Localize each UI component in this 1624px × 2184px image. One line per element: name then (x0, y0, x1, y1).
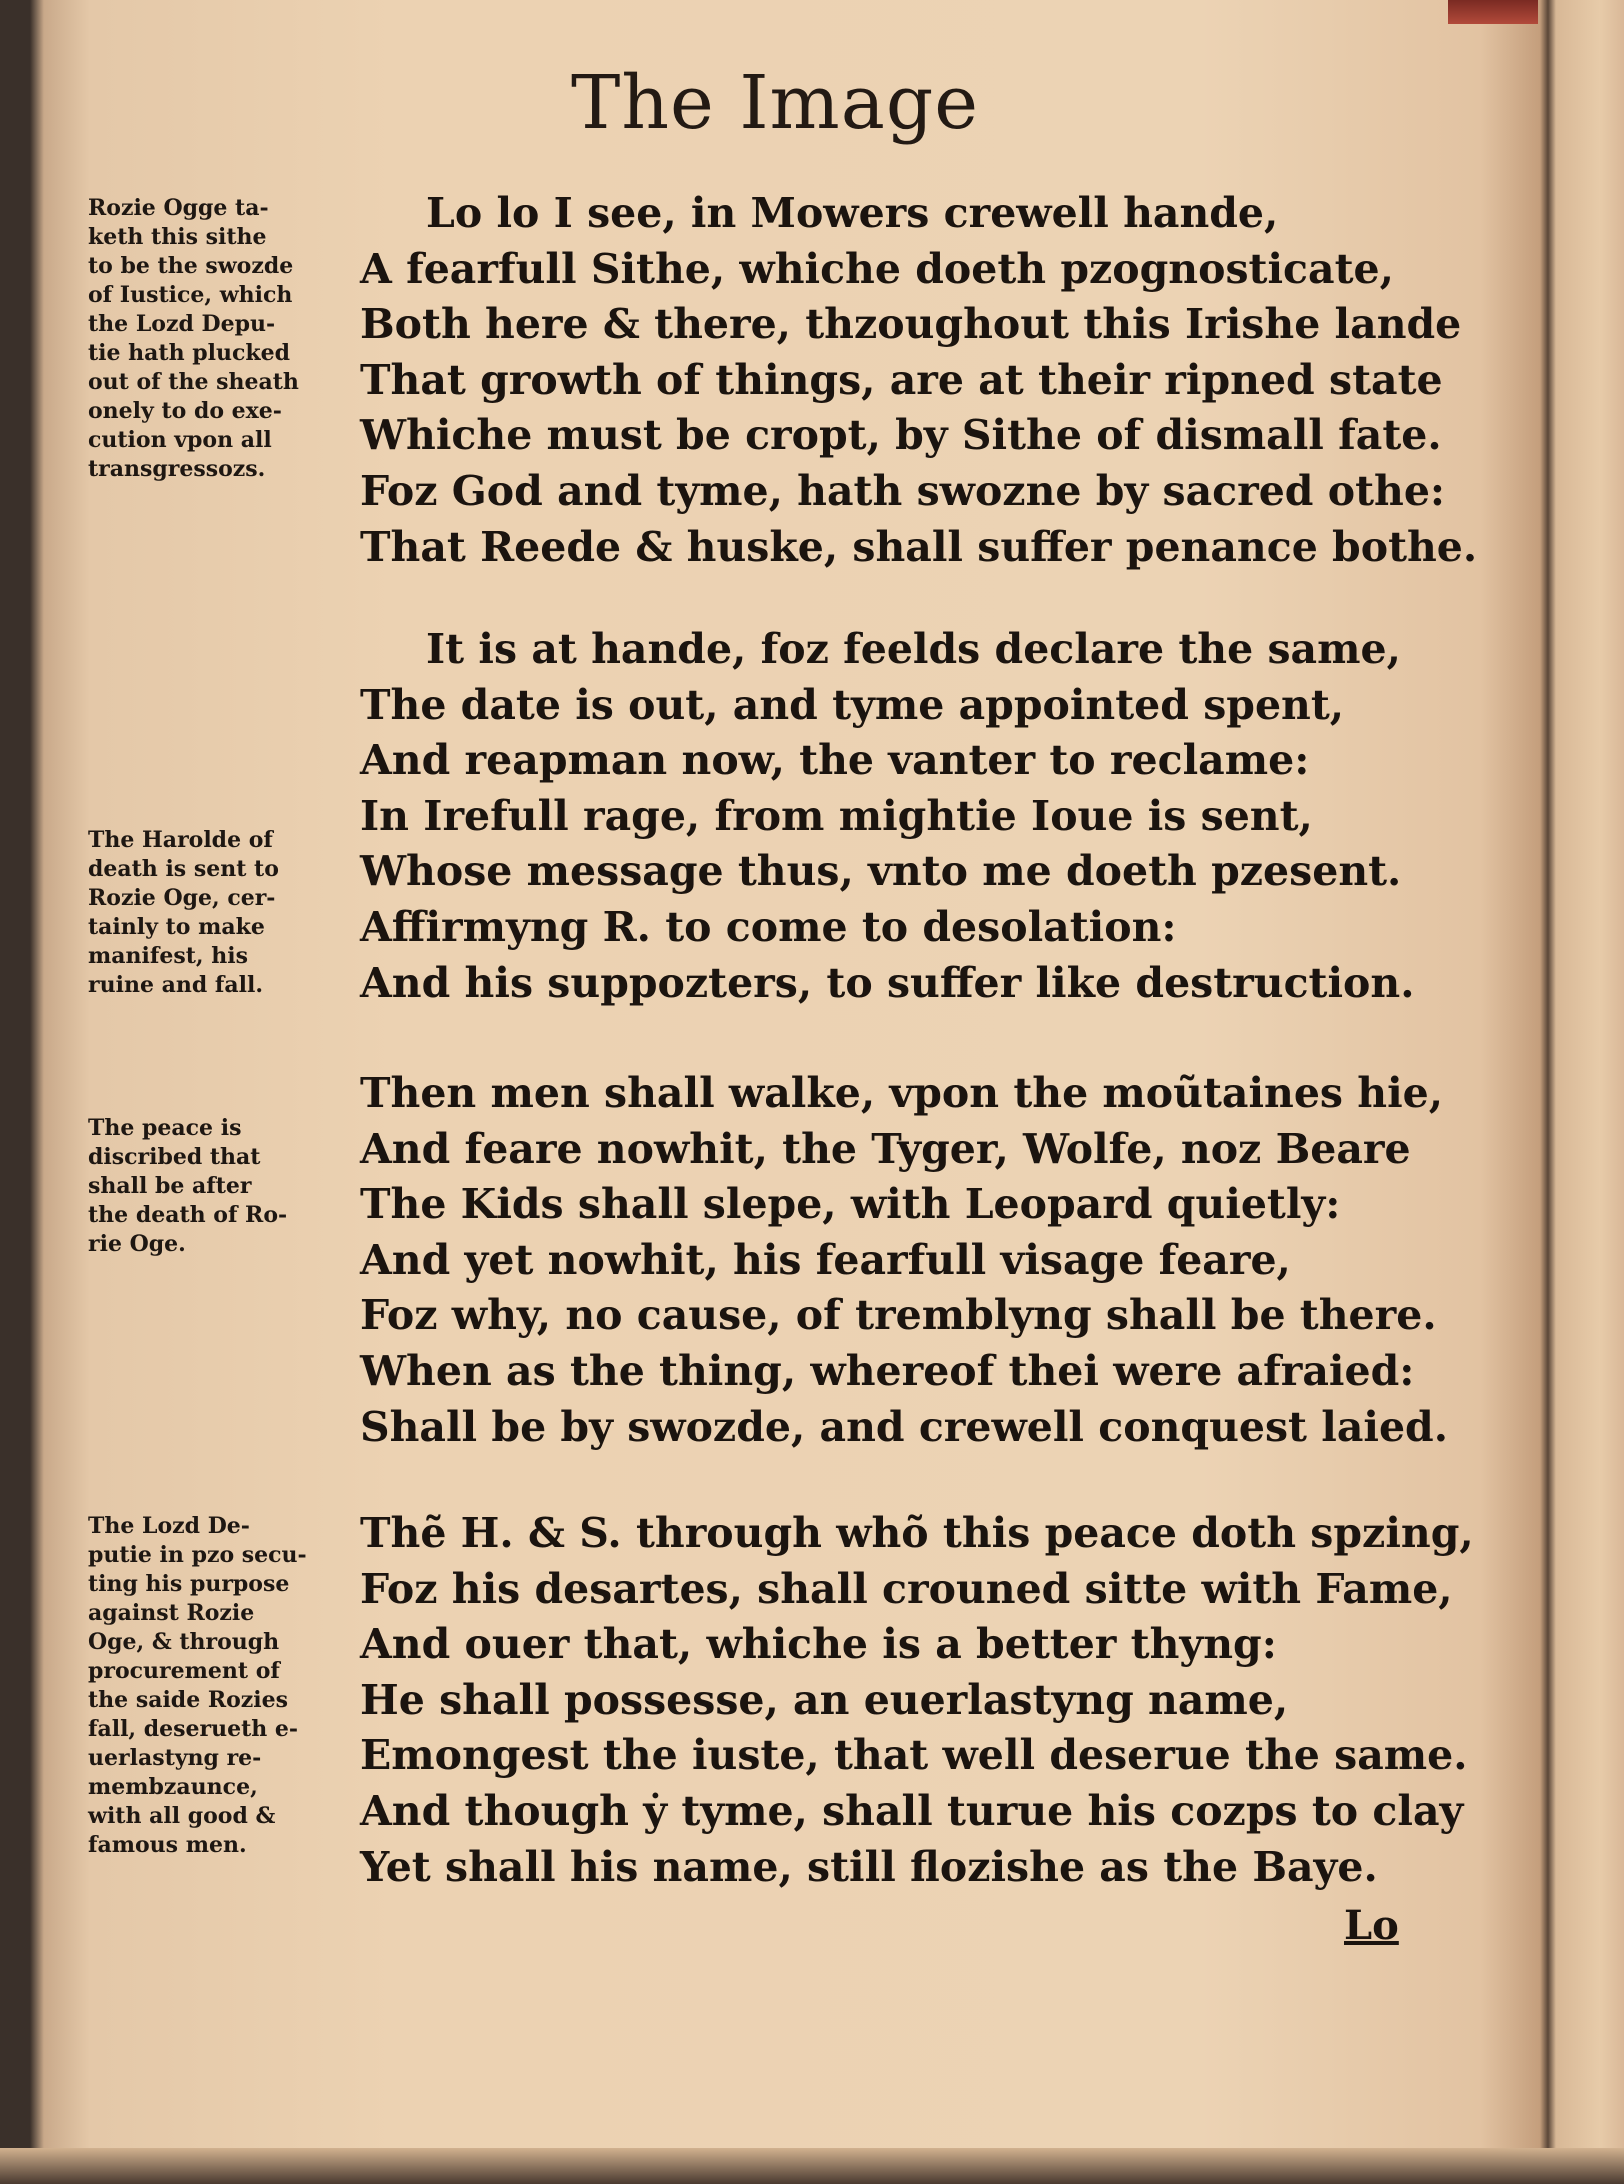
note-line: manifest, his (88, 943, 248, 969)
note-line: with all good & (88, 1803, 276, 1829)
verse-line: Thẽ H. & S. through whõ this peace doth spzing, (360, 1509, 1474, 1557)
page-bottom-edge (0, 2148, 1624, 2184)
verse-line: And ouer that, whiche is a better thyng: (360, 1620, 1277, 1669)
note-line: Rozie Ogge ta- (88, 195, 269, 221)
verse-line: When as the thing, whereof thei were afraied: (360, 1346, 1415, 1395)
note-line: to be the swozde (88, 253, 294, 279)
verse-line: Whose message thus, vnto me doeth pzesent. (360, 847, 1402, 896)
running-head: The Image (570, 60, 979, 146)
verse-line: And his suppozters, to suffer like destruction. (360, 958, 1415, 1007)
verse-line: Affirmyng R. to come to desolation: (360, 902, 1177, 951)
note-line: fall, deserueth e- (88, 1716, 299, 1742)
note-line: Oge, & through (88, 1629, 280, 1655)
note-line: putie in pzo secu- (88, 1542, 307, 1568)
verse-line: Both here & there, thzoughout this Irishe lande (360, 300, 1462, 349)
margin-note-4 (88, 1512, 378, 1860)
note-line: discribed that (88, 1144, 261, 1170)
note-line: The Harolde of (88, 827, 273, 853)
stanza-3 (360, 1066, 1449, 1455)
note-line: onely to do exe- (88, 398, 282, 424)
note-line: famous men. (88, 1832, 247, 1858)
stanza-4 (360, 1506, 1474, 1895)
verse-line: Emongest the iuste, that well deserue the same. (360, 1731, 1468, 1780)
note-line: shall be after (88, 1173, 252, 1199)
note-line: keth this sithe (88, 224, 267, 250)
verse-line: And yet nowhit, his fearfull visage feare, (360, 1235, 1291, 1284)
verse-line: He shall possesse, an euerlastyng name, (360, 1675, 1289, 1724)
note-line: death is sent to (88, 856, 279, 882)
verse-line: Foz God and tyme, hath swozne by sacred othe: (360, 466, 1446, 515)
margin-note-3 (88, 1114, 378, 1259)
note-line: membzaunce, (88, 1774, 258, 1800)
note-line: ruine and fall. (88, 972, 263, 998)
note-line: Rozie Oge, cer- (88, 885, 276, 911)
verse-line: It is at hande, foz feelds declare the same, (426, 625, 1401, 673)
note-line: transgressozs. (88, 456, 266, 482)
note-line: The peace is (88, 1115, 242, 1141)
note-line: uerlastyng re- (88, 1745, 262, 1771)
verse-line: Lo lo I see, in Mowers crewell hande, (426, 189, 1279, 237)
verse-line: And reapman now, the vanter to reclame: (360, 736, 1310, 785)
verse-line: Shall be by swozde, and crewell conquest laied. (360, 1402, 1449, 1451)
note-line: against Rozie (88, 1600, 255, 1626)
margin-note-2 (88, 826, 378, 1000)
verse-line: That growth of things, are at their ripned state (360, 355, 1443, 404)
verse-line: The Kids shall slepe, with Leopard quietly: (360, 1180, 1341, 1229)
note-line: of Iustice, which (88, 282, 293, 308)
note-line: the Lozd Depu- (88, 311, 276, 337)
verse-line: And though ẏ tyme, shall turue his cozps to clay (360, 1786, 1464, 1835)
note-line: The Lozd De- (88, 1513, 250, 1539)
note-line: ting his purpose (88, 1571, 290, 1597)
note-line: the saide Rozies (88, 1687, 289, 1713)
verse-line: The date is out, and tyme appointed spent, (360, 680, 1345, 729)
margin-note-1 (88, 194, 378, 484)
stanza-1 (360, 186, 1478, 575)
verse-line: Then men shall walke, vpon the moũtaines hie, (360, 1069, 1444, 1117)
note-line: out of the sheath (88, 369, 299, 395)
verse-line: That Reede & huske, shall suffer penance bothe. (360, 522, 1478, 571)
note-line: procurement of (88, 1658, 280, 1684)
note-line: tie hath plucked (88, 340, 290, 366)
verse-line: Whiche must be cropt, by Sithe of dismall fate. (360, 411, 1442, 460)
note-line: tainly to make (88, 914, 265, 940)
verse-line: Foz his desartes, shall crouned sitte with Fame, (360, 1564, 1453, 1613)
verse-line: And feare nowhit, the Tyger, Wolfe, noz Beare (360, 1124, 1411, 1173)
verse-line: A fearfull Sithe, whiche doeth pzognosticate, (360, 244, 1394, 293)
verse-line: Foz why, no cause, of tremblyng shall be there. (360, 1291, 1437, 1340)
verse-line: In Irefull rage, from mightie Ioue is sent, (360, 791, 1313, 840)
note-line: the death of Ro- (88, 1202, 288, 1228)
binding-edge (1448, 0, 1538, 24)
stanza-2 (360, 622, 1420, 1011)
note-line: rie Oge. (88, 1231, 186, 1257)
note-line: cution vpon all (88, 427, 272, 453)
catchword: Lo (1344, 1902, 1399, 1949)
verse-line: Yet shall his name, still flozishe as the Baye. (360, 1842, 1378, 1891)
